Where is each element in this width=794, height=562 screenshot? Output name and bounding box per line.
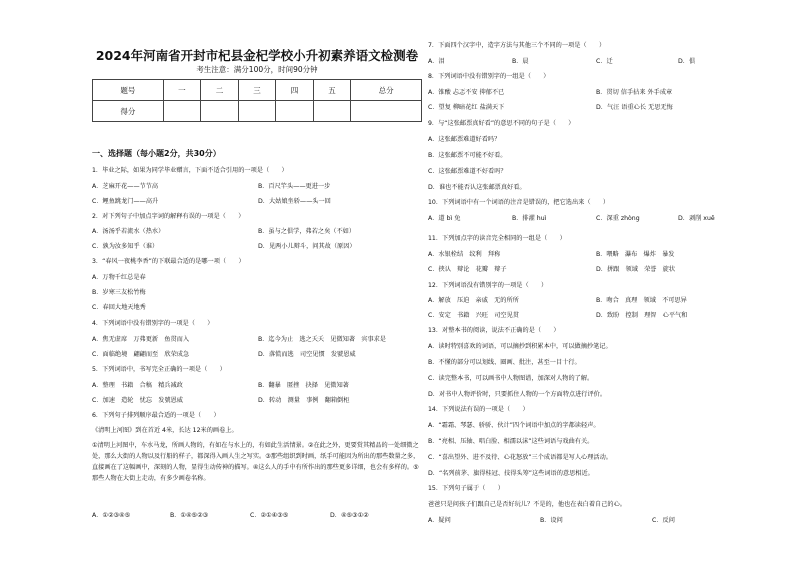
q9-option-a: A．这张邮票难道好看吗？	[428, 136, 501, 143]
page-title: 2024年河南省开封市杞县金杞学校小升初素养语文检测卷	[95, 48, 419, 63]
q7-option-d: D．俱	[678, 58, 696, 65]
score-cell[interactable]	[313, 101, 351, 122]
q2-option-d: D．见两小儿辩斗，问其故（原因）	[258, 243, 356, 250]
score-cell[interactable]	[238, 101, 276, 122]
score-table	[92, 79, 422, 122]
score-table-header-row	[93, 80, 422, 101]
question-8: 8．下列词语中没有错别字的一组是（ ）	[428, 73, 550, 80]
q6-option-d: D．④⑤③①②	[330, 512, 369, 519]
q14-option-c: C．“喜出望外、进不及待、心花怒放”三个成语都是写人心理活动。	[428, 454, 612, 461]
score-header-cell: 题号	[93, 80, 164, 101]
q6-option-a: A．①②③④⑤	[92, 512, 131, 519]
q12-option-c: C．安定 书籍 兴旺 司空见贯	[428, 312, 519, 319]
question-11: 11．下列加点字的读音完全相同的一组是（ ）	[428, 235, 566, 242]
question-3: 3．“春风一夜桃李香”的下联最合适的是哪一项（ ）	[92, 258, 245, 265]
q4-option-c: C．面临绝境 翩翩而至 欣荣成急	[92, 351, 190, 358]
q7-option-b: B．晨	[512, 58, 529, 65]
score-header-cell: 五	[313, 80, 351, 101]
q9-option-d: D．谁也不能否认这张邮票真好看。	[428, 184, 526, 191]
q5-option-b: B．翻暴 匿挫 抉择 见微知著	[258, 382, 349, 389]
q10-option-b: B．排濯 huì	[512, 215, 547, 222]
q11-option-c: C．挟认 辩论 花瓣 辩子	[428, 266, 507, 273]
q14-option-a: A．“霜霜、琴瑟、骄骄、伙计”四个词语中加点的字都读轻声。	[428, 422, 600, 429]
score-header-cell: 四	[276, 80, 314, 101]
score-header-cell: 总分	[351, 80, 422, 101]
question-9: 9．与“这张邮票真好看”的意思不同的句子是（ ）	[428, 120, 575, 127]
q6-passage: ①清明上河图中，车水马龙，所画人物的，有如在与水上的，有如此生活情景。②在此之外，更要赏其精品的一处细微之处，那么大街的人物以及行船的样子，都深得入画人生之写实。③那些组织到时画，纸手可能因为所出的那些数量之多，直接画在了这幅画中，深刻的人物，显得生动传神的描写。④这么人的手中有所作出的那些更多详细，也会有多样的。⑤那些人物在大街上走动，有多少画卷名称。	[92, 442, 420, 482]
q14-option-b: B．“亮相、压轴、唱白脸、相濡以沫”这些词语与戏曲有关。	[428, 438, 594, 445]
question-14: 14．下列说法有误的一项是（ ）	[428, 406, 529, 413]
q11-option-b: B．喂略 瀑布 爆炸 暴发	[596, 251, 675, 258]
score-table-score-row	[93, 101, 422, 122]
question-2: 2．对下列句子中加点字词的解释有误的一项是（ ）	[92, 213, 245, 220]
question-5: 5．下列词语中，书写完全正确的一项是（ ）	[92, 366, 226, 373]
q6-passage-title: 《清明上河图》到在首近 4米，长达 12米的画卷上。	[92, 427, 238, 434]
q9-option-b: B．这张邮票不可能不好看。	[428, 152, 507, 159]
exam-notice: 考生注意：满分100分，时间90分钟	[196, 65, 318, 74]
score-header-cell: 三	[238, 80, 276, 101]
q12-option-a: A．解放 压迫 亲戚 无的所所	[428, 297, 519, 304]
question-10: 10．下列词语中有一个词语的注音是错误的，把它选出来（ ）	[428, 199, 610, 206]
score-cell[interactable]	[201, 101, 239, 122]
q2-option-c: C．孰为汝多知乎（谁）	[92, 243, 159, 250]
q1-option-d: D．大姑娘坐轿——头一回	[258, 198, 331, 205]
q5-option-d: D．转动 测量 事例 翻箱倒柜	[258, 397, 350, 404]
score-cell[interactable]	[276, 101, 314, 122]
q15-passage: 爸爸只是问孩子们跟自己是否好玩儿？不是的，他也在表白着自己的心。	[428, 501, 626, 508]
question-4: 4．下列词语中没有错别字的一项是（ ）	[92, 320, 214, 327]
q4-option-a: A．焦无虚席 万弗更新 鱼贯而入	[92, 336, 190, 343]
q11-option-d: D．拼跟 领域 荣誉 旋状	[596, 266, 676, 273]
q2-option-b: B．虽与之俱学，弗若之矣（不如）	[258, 228, 356, 235]
q14-option-d: D．“名列前茅、旗得桂冠、技得头筹”这些词语的意思相近。	[428, 470, 594, 477]
q12-option-d: D．致盼 控制 理智 心平气和	[596, 312, 688, 319]
question-13: 13．对整本书的阅读，说法不正确的是（ ）	[428, 327, 560, 334]
score-row-label: 得分	[93, 101, 164, 122]
score-header-cell: 一	[163, 80, 201, 101]
q10-option-c: C．深重 zhòng	[596, 215, 640, 222]
q1-option-a: A．芝麻开花——节节高	[92, 183, 159, 190]
q13-option-d: D．对书中人物评价时，只要抓住人物的一个方面特点进行评价。	[428, 391, 607, 398]
q1-option-b: B．百尺竿头——更进一步	[258, 183, 331, 190]
q8-option-c: C．望复 柳暗花红 盐满天下	[428, 104, 505, 111]
question-15: 15．下列句子属于（ ）	[428, 485, 504, 492]
q15-option-a: A．疑问	[428, 517, 451, 524]
q9-option-c: C．这张邮票难道不好看吗？	[428, 168, 507, 175]
q3-option-c: C．春回大地天地秀	[92, 304, 146, 311]
score-cell[interactable]	[351, 101, 422, 122]
q5-option-c: C．加速 造轮 忧忘 发號恩威	[92, 397, 183, 404]
q6-option-b: B．①④⑤②③	[170, 512, 209, 519]
question-7: 7．下面四个汉字中，造字方法与其他三个不同的一项是（ ）	[428, 42, 606, 49]
q2-option-a: A．汤汤乎若流水（热水）	[92, 228, 165, 235]
section-heading: 一、选择题（每小题2分，共30分）	[92, 149, 221, 158]
question-1: 1．毕业之际，如果为同学毕业赠言，下面不适合引用的一项是（ ）	[92, 167, 288, 174]
q12-option-b: B．吻合 真理 领域 不可思异	[596, 297, 687, 304]
q15-option-b: B．设问	[540, 517, 563, 524]
score-cell[interactable]	[163, 101, 201, 122]
q13-option-a: A．读时特别喜欢的词语，可以摘抄到积累本中，可以做摘抄笔记。	[428, 343, 612, 350]
q8-option-b: B．贯切 信手拈来 外手成章	[596, 89, 673, 96]
score-header-cell: 二	[201, 80, 239, 101]
q7-option-c: C．迁	[596, 58, 613, 65]
q5-option-a: A．整理 书籍 合稿 精兵减政	[92, 382, 183, 389]
q8-option-d: D．气汪 语重心长 无思无悔	[596, 104, 673, 111]
q3-option-b: B．岁寒三友松竹梅	[92, 289, 146, 296]
q10-option-d: D．剥削 xuē	[678, 215, 715, 222]
q3-option-a: A．万物千红总是春	[92, 274, 146, 281]
q4-option-d: D．落慌而逃 司空见惯 发號恩威	[258, 351, 356, 358]
q1-option-c: C．鲤鱼跳龙门——高升	[92, 198, 159, 205]
q13-option-c: C．读完整本书，可以画书中人物图谱，加深对人物的了解。	[428, 375, 594, 382]
question-12: 12．下列词语没有错别字的一项是（ ）	[428, 282, 548, 289]
q6-option-c: C．②①④③⑤	[250, 512, 289, 519]
q15-option-c: C．反问	[652, 517, 675, 524]
q7-option-a: A．泪	[428, 58, 445, 65]
q13-option-b: B．不懂的部分可以划线、圈画、批注，甚至一目十行。	[428, 359, 581, 366]
q4-option-b: B．迄今为止 逃之夭夭 见微知著 宾事求是	[258, 336, 386, 343]
q10-option-a: A．道 bì 免	[428, 215, 461, 222]
q8-option-a: A．锥酸 忐忑不安 抑郁不已	[428, 89, 505, 96]
q11-option-a: A．水银栓结 纹利 拜称	[428, 251, 501, 258]
question-6: 6．下列句子排列顺序最合适的一项是（ ）	[92, 412, 220, 419]
